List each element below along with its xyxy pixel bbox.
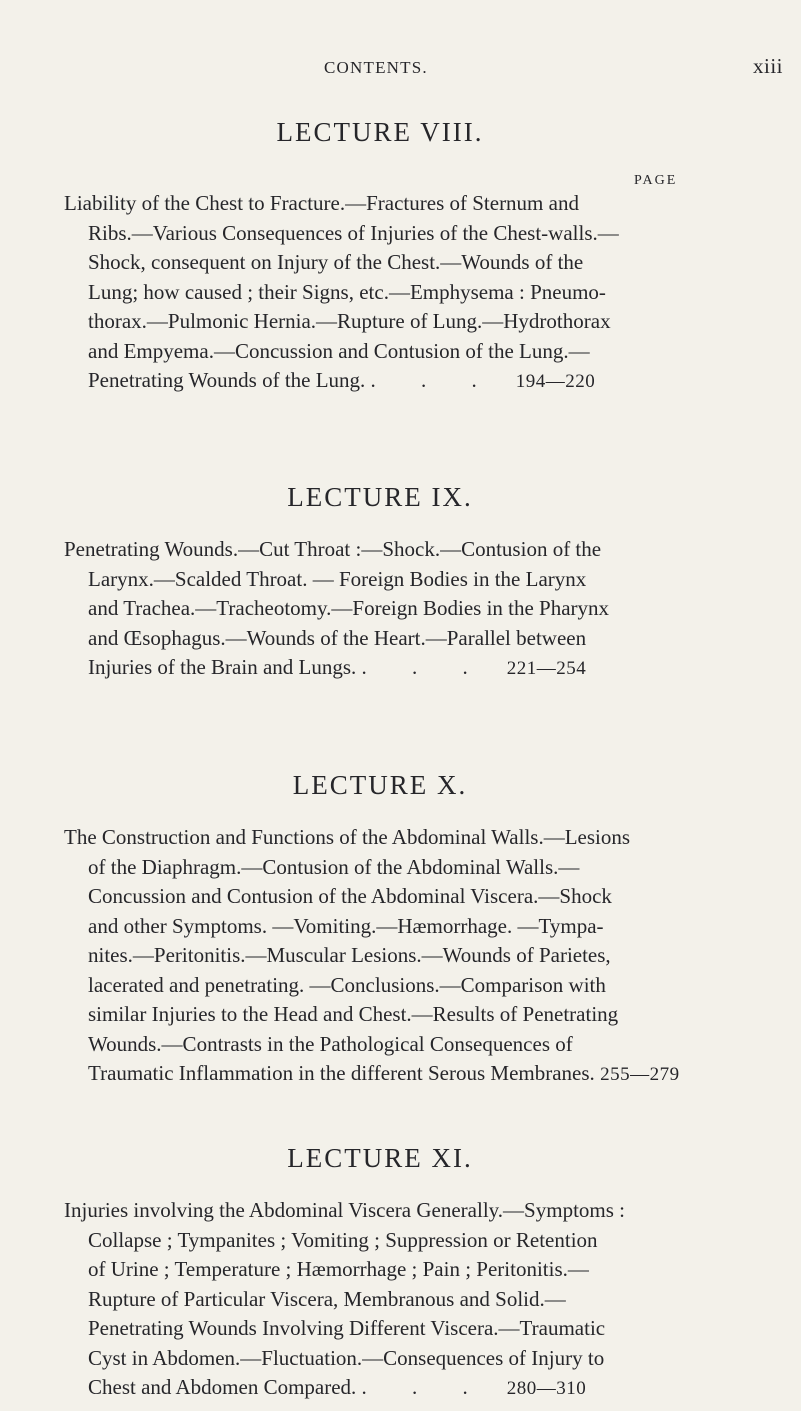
contents-line: Ribs.—Various Consequences of Injuries of the Chest-walls.— [88, 220, 619, 245]
dot-leader: . . . [361, 1375, 488, 1399]
lecture-title: LECTURE X. [292, 770, 468, 800]
contents-line-final [64, 1059, 714, 1090]
page-range: 194—220 [515, 371, 596, 392]
contents-line: Rupture of Particular Viscera, Membranous and Solid.— [88, 1286, 566, 1311]
contents-line: of the Diaphragm.—Contusion of the Abdominal Walls.— [88, 854, 580, 879]
contents-line: nites.—Peritonitis.—Muscular Lesions.—Wounds of Parietes, [88, 943, 611, 967]
page-range: 221—254 [506, 658, 587, 679]
lecture-title: LECTURE XI. [287, 1143, 473, 1173]
contents-line: and Œsophagus.—Wounds of the Heart.—Parallel between [88, 625, 587, 650]
contents-line: Liability of the Chest to Fracture.—Fractures of Sternum and [64, 191, 579, 215]
contents-line: The Construction and Functions of the Abdominal Walls.—Lesions [64, 825, 631, 849]
lecture-contents [64, 189, 714, 397]
contents-line-final [64, 653, 714, 684]
contents-line: thorax.—Pulmonic Hernia.—Rupture of Lung.—Hydrothorax [88, 309, 611, 333]
contents-line: similar Injuries to the Head and Chest.—Results of Penetrating [88, 1002, 619, 1026]
contents-line-text: Injuries of the Brain and Lungs. [88, 655, 357, 679]
contents-line: Wounds.—Contrasts in the Pathological Consequences of [88, 1031, 573, 1056]
contents-line: and other Symptoms. —Vomiting.—Hæmorrhage. —Tympa- [88, 913, 604, 938]
page-column-label: PAGE [634, 173, 678, 188]
contents-line: Lung; how caused ; their Signs, etc.—Emphysema : Pneumo- [88, 279, 606, 304]
contents-line-final [64, 366, 714, 397]
dot-leader: . . . [361, 655, 488, 679]
contents-line-text: Traumatic Inflammation in the different Serous Membranes. [88, 1061, 595, 1085]
contents-line: Collapse ; Tympanites ; Vomiting ; Suppression or Retention [88, 1227, 598, 1252]
page-range: 255—279 [600, 1064, 680, 1085]
contents-line: Larynx.—Scalded Throat. — Foreign Bodies in the Larynx [88, 566, 587, 591]
contents-line: Penetrating Wounds Involving Different Viscera.—Traumatic [88, 1316, 606, 1340]
lecture-contents [64, 823, 714, 1090]
contents-line-final [64, 1373, 714, 1404]
lecture-contents [64, 1196, 714, 1404]
contents-line: Shock, consequent on Injury of the Chest.—Wounds of the [88, 250, 584, 274]
page-range: 280—310 [506, 1378, 587, 1399]
contents-line-text: Chest and Abdomen Compared. [88, 1375, 357, 1399]
contents-line: of Urine ; Temperature ; Hæmorrhage ; Pain ; Peritonitis.— [88, 1257, 589, 1281]
contents-line: Cyst in Abdomen.—Fluctuation.—Consequences of Injury to [88, 1345, 605, 1370]
contents-line: lacerated and penetrating. —Conclusions.—Comparison with [88, 972, 606, 997]
lecture-contents [64, 535, 714, 684]
dot-leader: . . . [370, 368, 497, 392]
contents-line: Penetrating Wounds.—Cut Throat :—Shock.—Contusion of the [64, 537, 602, 561]
contents-line: Injuries involving the Abdominal Viscera Generally.—Symptoms : [64, 1198, 625, 1222]
page-number: xiii [753, 54, 784, 78]
contents-line: and Empyema.—Concussion and Contusion of the Lung.— [88, 338, 590, 363]
contents-line: Concussion and Contusion of the Abdominal Viscera.—Shock [88, 884, 612, 908]
running-head: CONTENTS. [324, 58, 428, 77]
contents-line: and Trachea.—Tracheotomy.—Foreign Bodies in the Pharynx [88, 596, 610, 620]
contents-line-text: Penetrating Wounds of the Lung. [88, 368, 366, 392]
lecture-title: LECTURE IX. [287, 482, 473, 512]
lecture-title: LECTURE VIII. [276, 117, 484, 147]
